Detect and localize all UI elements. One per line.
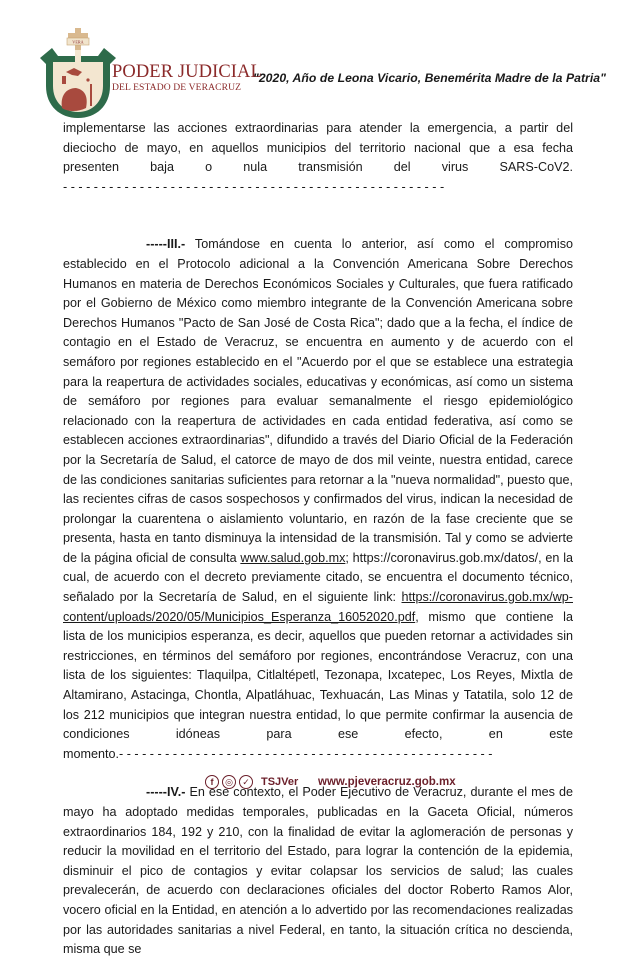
section-iii-text-b: ; https://coronavirus.gob.mx/datos/, en la cual, de acuerdo con el decreto previamente citado, se encuentra el documento técnico, señalado por la Secretaría de Salud, en el siguiente link: [63,550,573,605]
poder-judicial-shield-logo [38,28,118,120]
brand-title: PODER JUDICIAL [112,62,262,82]
dash-filler: - - - - - - - - - - - - - - - - - - - - - - - - - - - - - - - - - - - - - - - - - - - - - - - - - [119,746,493,761]
paragraph-gap [63,197,573,216]
instagram-icon[interactable]: ◎ [222,775,236,789]
section-iii-text-c: , mismo que contiene la lista de los municipios esperanza, es decir, aquellos que pueden retornar a actividades sin restricciones, en términos del semáforo por regiones, encontrándose Veracruz, con una lista de los siguientes: Tlaquilpa, Citlaltépetl, Tezonapa, Ixcatepec, Los Reyes, Mixtla de Altamirano, Astacinga, Chontla, Alpatláhuac, Texhuacán, Las Minas y Tatatila, solo 12 de los 212 municipios que integran nuestra entidad, lo que permite confirmar la ausencia de condiciones idóneas para ese efecto, en este momento. [63,609,573,761]
social-handle[interactable]: TSJVer [261,776,299,788]
section-iii-paragraph [63,235,573,764]
dash-filler: - - - - - - - - - - - - - - - - - - - - - - - - - - - - - - - - - - - - - - - - - - - - - - - - - - [63,179,445,194]
section-iv-paragraph [63,783,573,959]
paragraph-gap [63,216,573,235]
section-iii-label: -----III.- [146,237,186,252]
year-motto: "2020, Año de Leona Vicario, Benemérita Madre de la Patria" [253,71,606,85]
ribbon-text: VERA [72,39,84,45]
social-links [205,775,298,789]
letterhead [0,0,640,120]
twitter-icon[interactable]: ✓ [239,775,253,789]
municipios-esperanza-link[interactable]: https://coronavirus.gob.mx/wp-content/uploads/2020/05/Municipios_Esperanza_16052020.pdf [63,590,573,624]
website-link[interactable]: www.pjeveracruz.gob.mx [318,776,456,788]
facebook-icon[interactable]: f [205,775,219,789]
document-body [63,119,573,960]
section-iv-label: -----IV.- [146,785,186,800]
intro-paragraph [63,119,573,197]
section-iv-text: En ese contexto, el Poder Ejecutivo de Veracruz, durante el mes de mayo ha adoptado medidas temporales, publicadas en la Gaceta Oficial, números extraordinarios 184, 192 y 210, con la finalidad de evitar la aglomeración de personas y reducir la movilidad en el territorio del Estado, para lograr la contención de la epidemia, disminuir el pico de contagios y evitar colapsar los servicios de salud; las cuales prevalecerán, de acuerdo con declaraciones oficiales del doctor Roberto Ramos Alor, vocero oficial en la Entidad, en atención a lo advertido por las recomendaciones realizadas por las autoridades sanitarias a nivel Federal, en tanto, la situación crítica no descienda, misma que se [63,785,573,957]
brand-subtitle: DEL ESTADO DE VERACRUZ [112,82,242,93]
intro-text: implementarse las acciones extraordinarias para atender la emergencia, a partir del dieciocho de mayo, en aquellos municipios del territorio nacional que a esa fecha presenten baja o nula transmisión del virus SARS-CoV2. [63,121,573,175]
letterhead-footer [0,775,640,795]
brand-block [112,62,262,93]
salud-link[interactable]: www.salud.gob.mx [240,550,346,565]
section-iii-text-a: Tomándose en cuenta lo anterior, así como el compromiso establecido en el Protocolo adicional a la Convención Americana Sobre Derechos Humanos en materia de Derechos Económicos Sociales y Culturales, que fuera ratificado por el Gobierno de México como miembro integrante de la Convención Americana sobre Derechos Humanos "Pacto de San José de Costa Rica"; dado que a la fecha, el índice de contagio en el Estado de Veracruz, se encuentra en aumento y de acuerdo con el semáforo por regiones establecido en el "Acuerdo por el que se establece una estrategia para la reapertura de actividades sociales, educativas y económicas, así como un sistema de semáforo por regiones para evaluar semanalmente el riesgo epidemiológico relacionado con la reapertura de actividades en cada entidad federativa, así como se establecen acciones extraordinarias", difundido a través del Diario Oficial de la Federación por la Secretaría de Salud, el catorce de mayo de dos mil veinte, nuestra entidad, carece de las condiciones sanitarias suficientes para retornar a la "nueva normalidad", puesto que, las recientes cifras de casos sospechosos y confirmados del virus, indican la necesidad de prolongar la cuarentena o aislamiento voluntario, en razón de la fase creciente que se presenta, hasta en tanto disminuya la intensidad de la transmisión. Tal y como se advierte de la página oficial de consulta [63,237,573,565]
